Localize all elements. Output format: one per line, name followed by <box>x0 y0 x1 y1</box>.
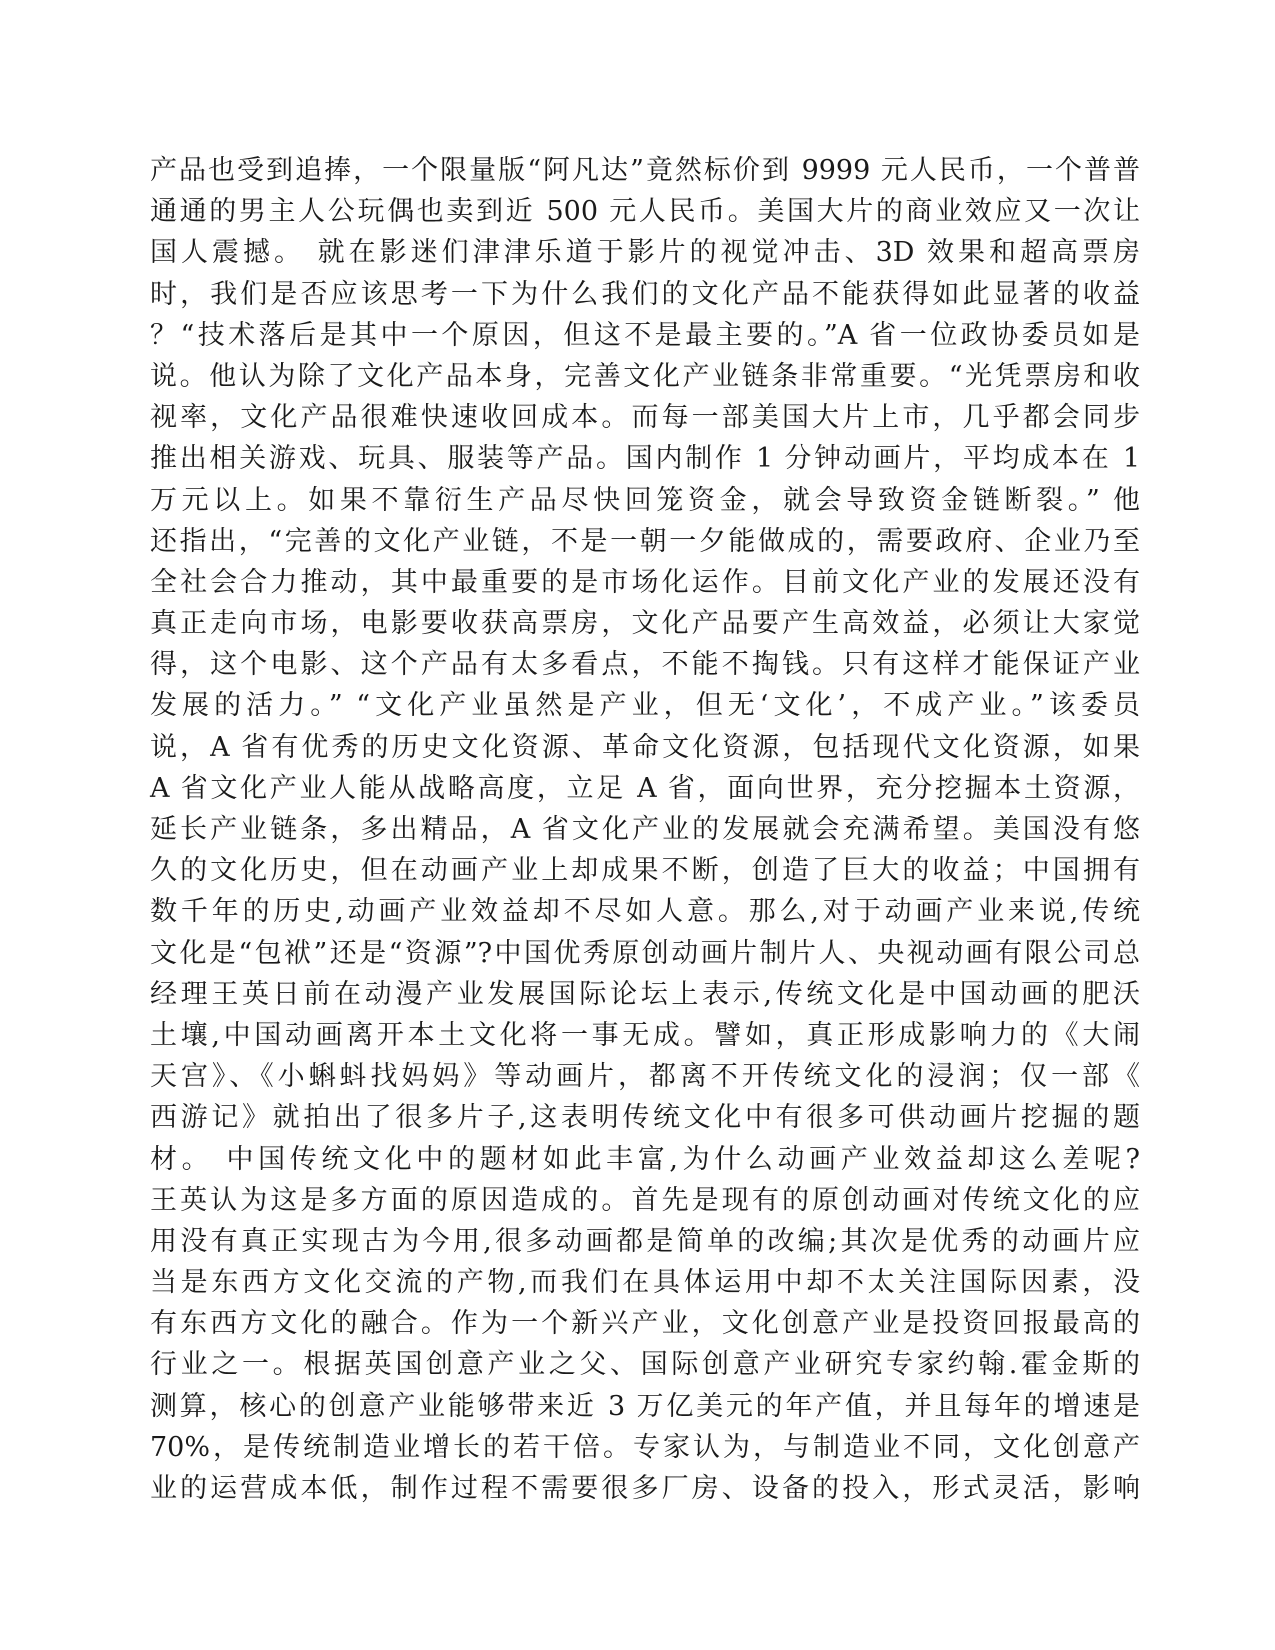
text-line: 全社会合力推动，其中最重要的是市场化运作。目前文化产业的发展还没有 <box>150 566 1140 598</box>
text-line: 材。 中国传统文化中的题材如此丰富,为什么动画产业效益却这么差呢? <box>150 1143 1140 1175</box>
text-line: 说，A 省有优秀的历史文化资源、革命文化资源，包括现代文化资源，如果 <box>150 731 1140 763</box>
text-line: 国人震撼。 就在影迷们津津乐道于影片的视觉冲击、3D 效果和超高票房 <box>150 237 1140 269</box>
text-line: 延长产业链条，多出精品，A 省文化产业的发展就会充满希望。美国没有悠 <box>150 814 1140 845</box>
text-line: 数千年的历史,动画产业效益却不尽如人意。那么,对于动画产业来说,传统 <box>150 896 1140 928</box>
text-line: 西游记》就拍出了很多片子,这表明传统文化中有很多可供动画片挖掘的题 <box>150 1102 1140 1134</box>
text-line: 王英认为这是多方面的原因造成的。首先是现有的原创动画对传统文化的应 <box>150 1184 1140 1216</box>
text-line: 还指出，“完善的文化产业链，不是一朝一夕能做成的，需要政府、企业乃至 <box>150 525 1140 557</box>
text-line: 通通的男主人公玩偶也卖到近 500 元人民币。美国大片的商业效应又一次让 <box>150 196 1140 228</box>
text-line: 经理王英日前在动漫产业发展国际论坛上表示,传统文化是中国动画的肥沃 <box>150 978 1140 1010</box>
text-line: 产品也受到追捧，一个限量版“阿凡达”竟然标价到 9999 元人民币，一个普普 <box>150 155 1140 186</box>
text-line: 土壤,中国动画离开本土文化将一事无成。譬如，真正形成影响力的《大闹 <box>150 1019 1140 1051</box>
text-line: ？“技术落后是其中一个原因，但这不是最主要的。”A 省一位政协委员如是 <box>150 319 1140 351</box>
text-line: 文化是“包袱”还是“资源”?中国优秀原创动画片制片人、央视动画有限公司总 <box>150 937 1140 969</box>
text-line: 天宫》、《小蝌蚪找妈妈》等动画片，都离不开传统文化的浸润；仅一部《 <box>150 1061 1140 1093</box>
text-line: 有东西方文化的融合。作为一个新兴产业，文化创意产业是投资回报最高的 <box>150 1308 1140 1340</box>
text-line: 时，我们是否应该思考一下为什么我们的文化产品不能获得如此显著的收益 <box>150 278 1140 310</box>
body-text <box>150 150 1140 1509</box>
text-line: 70%，是传统制造业增长的若干倍。专家认为，与制造业不同，文化创意产 <box>150 1431 1140 1463</box>
text-line: 推出相关游戏、玩具、服装等产品。国内制作 1 分钟动画片，平均成本在 1 <box>150 443 1140 475</box>
text-line: A 省文化产业人能从战略高度，立足 A 省，面向世界，充分挖掘本土资源， <box>150 772 1140 804</box>
text-line: 行业之一。根据英国创意产业之父、国际创意产业研究专家约翰.霍金斯的 <box>150 1349 1140 1381</box>
text-line: 发展的活力。” “文化产业虽然是产业，但无‘文化’，不成产业。”该委员 <box>150 690 1140 722</box>
text-line: 用没有真正实现古为今用,很多动画都是简单的改编;其次是优秀的动画片应 <box>150 1225 1140 1257</box>
text-line: 得，这个电影、这个产品有太多看点，不能不掏钱。只有这样才能保证产业 <box>150 649 1140 681</box>
text-line: 久的文化历史，但在动画产业上却成果不断，创造了巨大的收益；中国拥有 <box>150 855 1140 887</box>
text-line: 真正走向市场，电影要收获高票房，文化产品要产生高效益，必须让大家觉 <box>150 608 1140 640</box>
text-line: 测算，核心的创意产业能够带来近 3 万亿美元的年产值，并且每年的增速是 <box>150 1390 1140 1422</box>
text-line: 当是东西方文化交流的产物,而我们在具体运用中却不太关注国际因素，没 <box>150 1267 1140 1299</box>
text-line: 业的运营成本低，制作过程不需要很多厂房、设备的投入，形式灵活，影响 <box>150 1473 1140 1504</box>
text-line: 说。他认为除了文化产品本身，完善文化产业链条非常重要。“光凭票房和收 <box>150 360 1140 392</box>
text-line: 视率，文化产品很难快速收回成本。而每一部美国大片上市，几乎都会同步 <box>150 402 1140 434</box>
text-line: 万元以上。如果不靠衍生产品尽快回笼资金，就会导致资金链断裂。” 他 <box>150 484 1140 516</box>
